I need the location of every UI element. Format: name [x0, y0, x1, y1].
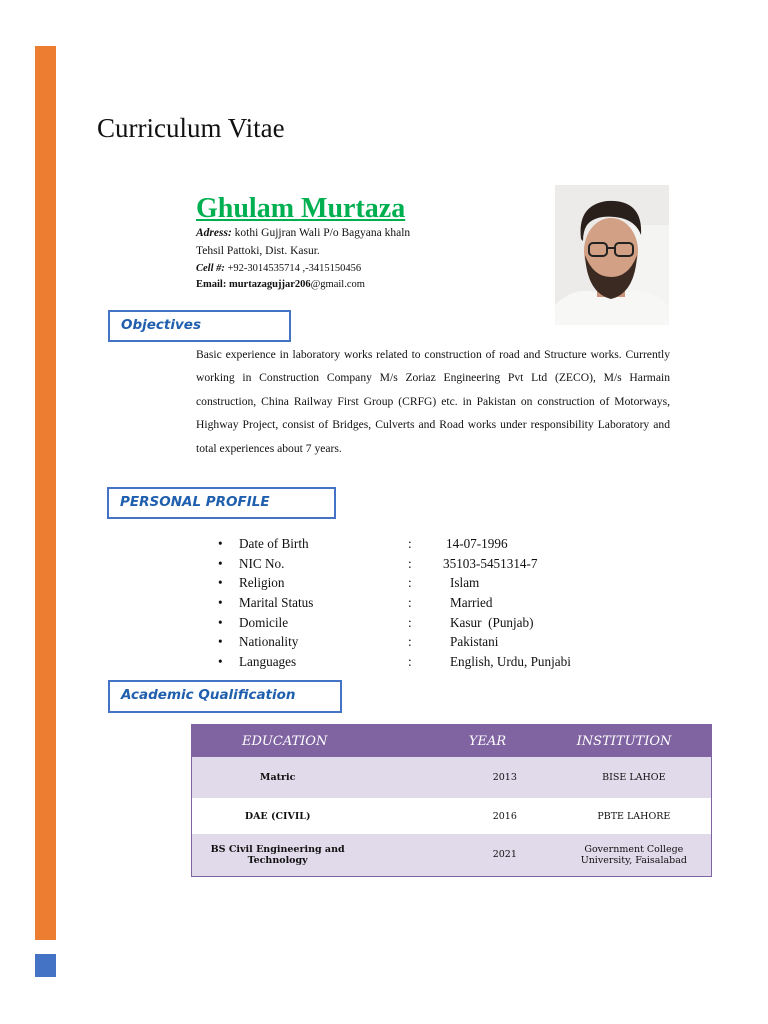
objectives-text: Basic experience in laboratory works related to construction of road and Structure works. Currently working in Construction Company M/s Zoriaz Engineering Pvt Ltd (ZECO), M/s Harmain construction, China Railway First Group (CRFG) etc. in Pakistan on construction of Motorways, Highway Project, consist of Bridges, Culverts and Road works under responsibility Laboratory and total experiences about 7 years.	[196, 348, 670, 455]
column-header-institution: INSTITUTION	[557, 725, 712, 758]
profile-value: 35103-5451314-7	[443, 555, 538, 571]
profile-value: Islam	[450, 575, 480, 591]
profile-value: 14-07-1996	[446, 536, 508, 551]
cell-label: Cell #:	[196, 263, 225, 274]
profile-label: Religion	[239, 575, 285, 591]
address-value: kothi Gujjran Wali P/o Bagyana khaln	[231, 227, 411, 239]
document-title: Curriculum Vitae	[97, 113, 285, 143]
blue-corner-square	[35, 954, 56, 977]
bullet-icon: •	[218, 614, 223, 630]
education-cell: Matric	[192, 757, 364, 798]
profile-item	[218, 556, 618, 576]
profile-item	[218, 615, 618, 635]
address-line-2: Tehsil Pattoki, Dist. Kasur.	[196, 245, 320, 257]
table-row	[192, 757, 712, 798]
profile-value: Kasur (Punjab)	[450, 614, 534, 630]
institution-cell: BISE LAHOE	[557, 757, 712, 798]
personal-profile-list	[218, 536, 618, 674]
colon-separator: :	[408, 595, 412, 611]
email-domain: @gmail.com	[310, 279, 365, 290]
bullet-icon: •	[218, 536, 223, 551]
profile-value: Married	[450, 595, 493, 611]
table-row	[192, 798, 712, 834]
spacer-cell	[363, 757, 453, 798]
table-row	[192, 834, 712, 876]
profile-photo	[555, 185, 669, 325]
applicant-name: Ghulam Murtaza	[196, 193, 406, 224]
academic-heading: Academic Qualification	[108, 680, 342, 713]
institution-cell: Government College University, Faisalabad	[557, 834, 712, 876]
column-header-spacer	[363, 725, 453, 758]
portrait-image	[555, 185, 669, 325]
education-cell: DAE (CIVIL)	[192, 798, 364, 834]
column-header-year: YEAR	[453, 725, 557, 758]
column-header-education: EDUCATION	[192, 725, 364, 758]
profile-item	[218, 536, 618, 556]
orange-side-bar	[35, 46, 56, 940]
colon-separator: :	[408, 536, 412, 551]
profile-label: Date of Birth	[239, 536, 309, 551]
cell-value: +92-3014535714 ,-3415150456	[224, 263, 362, 274]
year-cell: 2016	[453, 798, 557, 834]
profile-label: Domicile	[239, 614, 289, 630]
spacer-cell	[363, 798, 453, 834]
address-line-1	[196, 227, 410, 239]
objectives-heading: Objectives	[108, 310, 291, 342]
personal-profile-heading: PERSONAL PROFILE	[107, 487, 336, 519]
profile-label: Marital Status	[239, 595, 314, 611]
bullet-icon: •	[218, 654, 223, 670]
bullet-icon: •	[218, 595, 223, 611]
profile-item	[218, 654, 618, 674]
email-line	[196, 279, 365, 290]
spacer-cell	[363, 834, 453, 876]
education-cell: BS Civil Engineering and Technology	[192, 834, 364, 876]
colon-separator: :	[408, 575, 412, 591]
profile-value: Pakistani	[450, 634, 499, 650]
profile-value: English, Urdu, Punjabi	[450, 654, 571, 670]
profile-label: Languages	[239, 654, 297, 670]
table-header-row	[192, 725, 712, 758]
year-cell: 2013	[453, 757, 557, 798]
academic-table	[191, 724, 712, 877]
profile-label: NIC No.	[239, 555, 285, 571]
bullet-icon: •	[218, 575, 223, 591]
email-value: murtazagujjar206	[226, 279, 311, 290]
address-label: Adress:	[196, 227, 232, 239]
profile-item	[218, 575, 618, 595]
bullet-icon: •	[218, 634, 223, 650]
profile-item	[218, 634, 618, 654]
bullet-icon: •	[218, 555, 223, 571]
institution-cell: PBTE LAHORE	[557, 798, 712, 834]
colon-separator: :	[408, 634, 412, 650]
profile-label: Nationality	[239, 634, 299, 650]
email-label: Email:	[196, 279, 227, 290]
year-cell: 2021	[453, 834, 557, 876]
cell-line	[196, 263, 361, 274]
colon-separator: :	[408, 555, 412, 571]
profile-item	[218, 595, 618, 615]
colon-separator: :	[408, 614, 412, 630]
colon-separator: :	[408, 654, 412, 670]
